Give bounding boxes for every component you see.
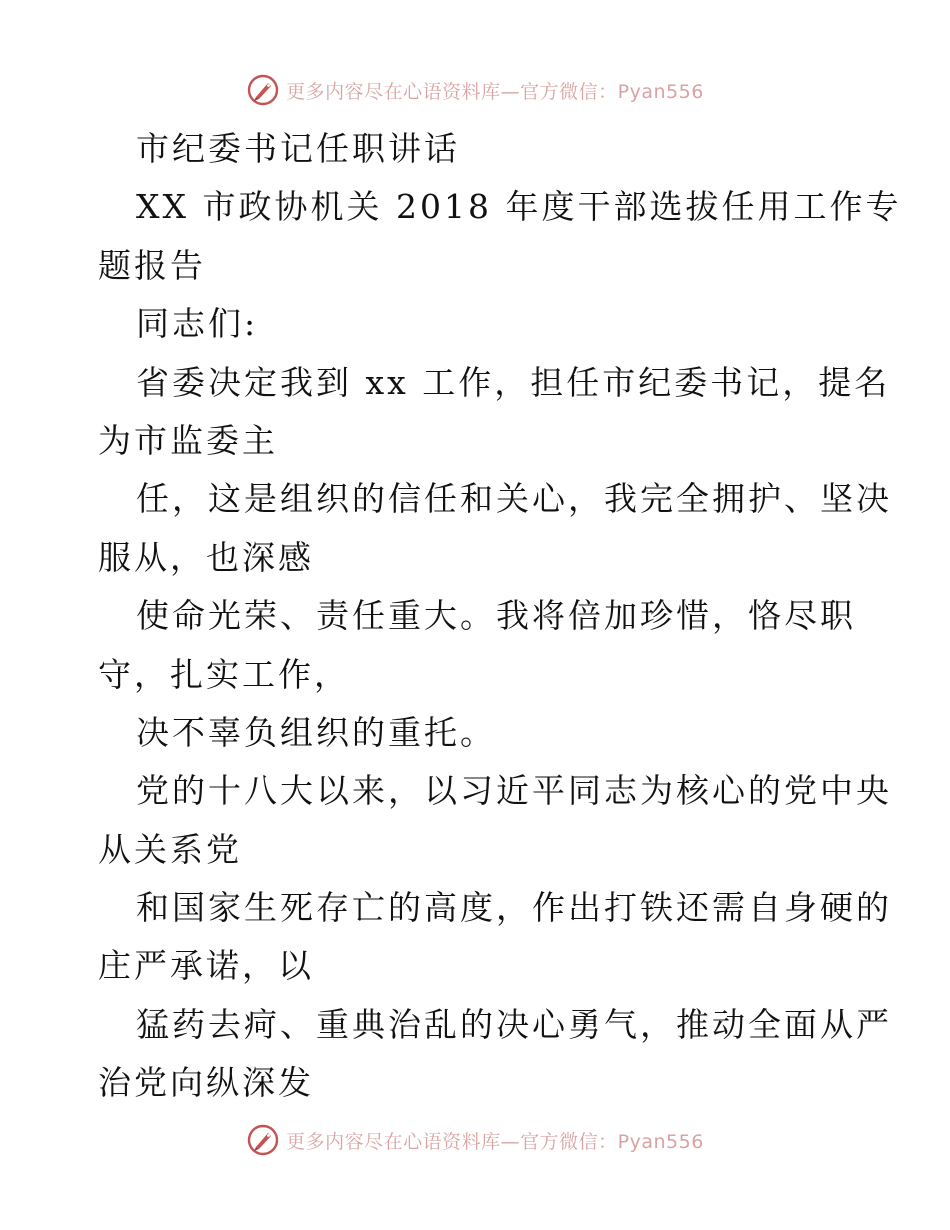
text-line: 从关系党	[98, 829, 242, 869]
document-title: 市纪委书记任职讲话	[136, 129, 460, 168]
text-line: 党的十八大以来，以习近平同志为核心的党中央	[136, 771, 892, 811]
text-line: 服从，也深感	[98, 537, 314, 577]
text-line: 使命光荣、责任重大。我将倍加珍惜，恪尽职	[136, 596, 856, 636]
fountain-pen-logo-icon	[246, 1123, 280, 1157]
salutation: 同志们:	[136, 304, 259, 344]
footer-banner	[0, 1118, 950, 1162]
text-line: 题报告	[98, 245, 206, 285]
text-line: 为市监委主	[98, 420, 278, 460]
text-line: 省委决定我到 xx 工作，担任市纪委书记，提名	[136, 362, 891, 402]
text-line: XX 市政协机关 2018 年度干部选拔任用工作专	[136, 187, 902, 227]
text-line: 任，这是组织的信任和关心，我完全拥护、坚决	[136, 479, 892, 519]
text-line: 猛药去疴、重典治乱的决心勇气，推动全面从严	[136, 1004, 892, 1044]
header-banner	[0, 68, 950, 112]
text-line: 决不辜负组织的重托。	[136, 712, 496, 752]
footer-banner-text: 更多内容尽在心语资料库—官方微信：Pyan556	[286, 1130, 704, 1153]
text-line: 守，扎实工作，	[98, 654, 350, 694]
header-banner-text: 更多内容尽在心语资料库—官方微信：Pyan556	[286, 80, 704, 103]
document-body	[98, 120, 902, 1113]
fountain-pen-logo-icon	[246, 73, 280, 107]
text-line: 和国家生死存亡的高度，作出打铁还需自身硬的	[136, 888, 892, 928]
text-line: 庄严承诺，以	[98, 946, 314, 986]
text-line: 治党向纵深发	[98, 1063, 314, 1103]
